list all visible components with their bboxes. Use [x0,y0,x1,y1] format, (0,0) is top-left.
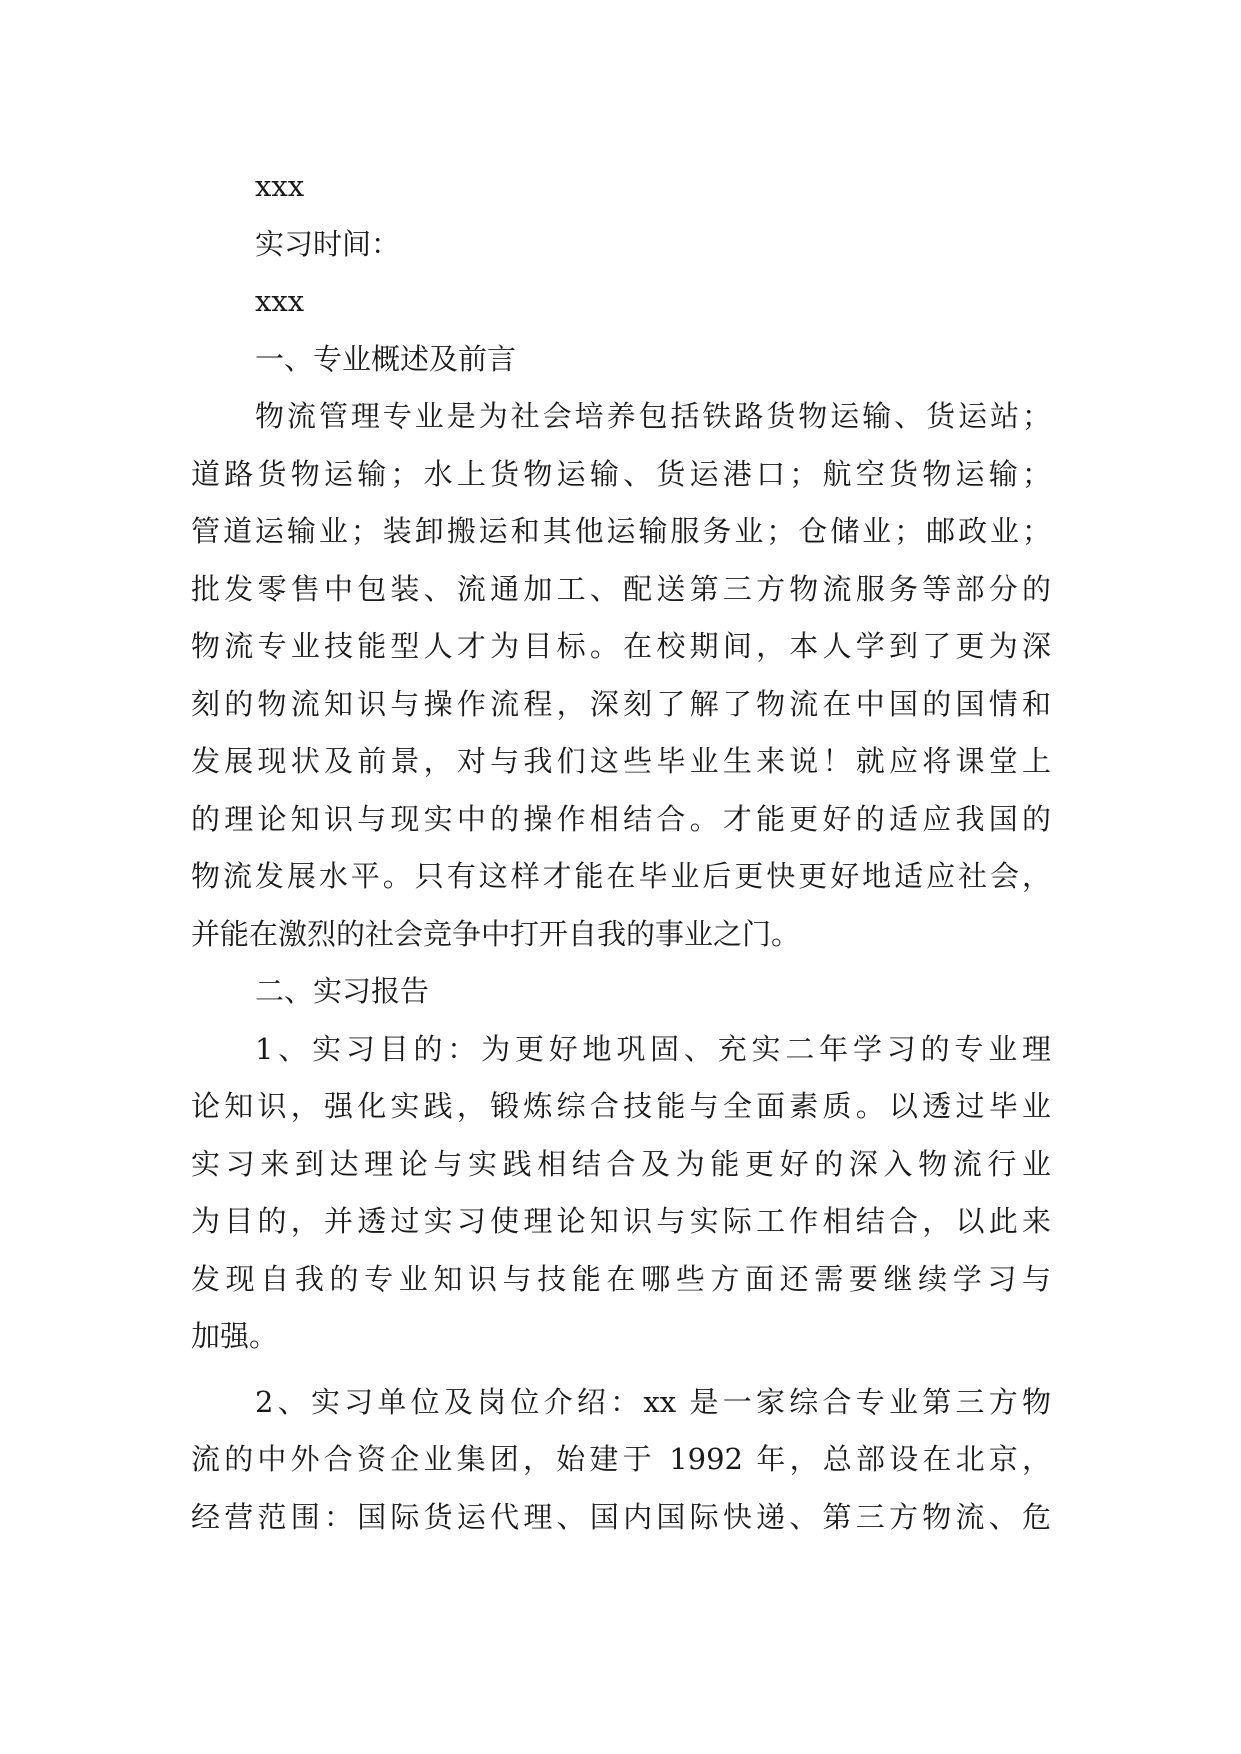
paragraph-line: 1、实习目的：为更好地巩固、充实二年学习的专业理 [255,1031,1051,1066]
text-line: xxx [255,284,305,318]
paragraph-line: 经营范围：国际货运代理、国内国际快递、第三方物流、危 [191,1499,1051,1534]
paragraph-gap [191,1366,1051,1374]
paragraph-line: 物流管理专业是为社会培养包括铁路货物运输、货运站； [255,399,1051,433]
paragraph-line: 实习来到达理论与实践相结合及为能更好的深入物流行业 [191,1146,1051,1181]
section-heading: 一、专业概述及前言 [255,341,517,376]
paragraph-line: 为目的，并透过实习使理论知识与实际工作相结合，以此来 [191,1204,1051,1238]
paragraph-line: 的理论知识与现实中的操作相结合。才能更好的适应我国的 [191,801,1051,836]
paragraph-line: 批发零售中包装、流通加工、配送第三方物流服务等部分的 [191,571,1051,606]
paragraph-line: 流的中外合资企业集团，始建于 1992 年，总部设在北京， [191,1442,1051,1476]
paragraph-line: 物流发展水平。只有这样才能在毕业后更快更好地适应社会， [191,859,1051,893]
text-line: 实习时间： [255,226,401,261]
paragraph-line: 管道运输业；装卸搬运和其他运输服务业；仓储业；邮政业； [191,514,1051,548]
section-heading: 二、实习报告 [255,974,430,1008]
paragraph-line: 加强。 [191,1319,279,1353]
paragraph-line: 发展现状及前景，对与我们这些毕业生来说！就应将课堂上 [191,744,1051,778]
paragraph-line: 论知识，强化实践，锻炼综合技能与全面素质。以透过毕业 [191,1089,1051,1123]
paragraph-line: 刻的物流知识与操作流程，深刻了解了物流在中国的国情和 [191,686,1051,721]
document-body [191,158,1051,1546]
paragraph-line: 发现自我的专业知识与技能在哪些方面还需要继续学习与 [191,1261,1051,1296]
paragraph-line: 物流专业技能型人才为目标。在校期间，本人学到了更为深 [191,629,1051,663]
paragraph-line: 道路货物运输；水上货物运输、货运港口；航空货物运输； [191,456,1051,491]
paragraph-line: 并能在激烈的社会竞争中打开自我的事业之门。 [191,916,801,951]
paragraph-line: 2、实习单位及岗位介绍：xx 是一家综合专业第三方物 [255,1384,1051,1419]
text-line: xxx [255,169,305,203]
